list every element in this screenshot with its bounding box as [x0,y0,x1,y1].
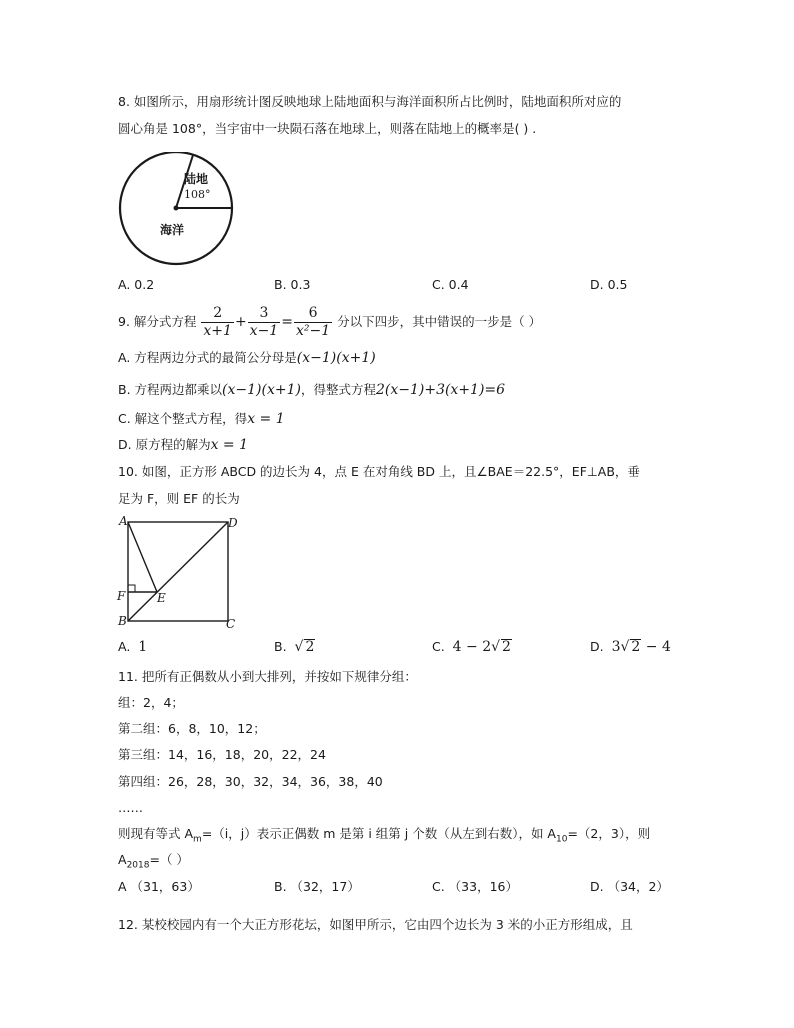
q11-question: $A_{2018}=$（ ） [118,852,189,871]
q11-group-1: 组：2，4； [118,695,184,710]
label-e: E [157,591,166,605]
q9-option-b: B. 方程两边都乘以(x−1)(x+1)，得整式方程2(x−1)+3(x+1)=6 [118,382,506,398]
q9-fraction-3: $\frac{6}{\text{x²−1}}$ [295,305,331,339]
q11-option-a: A （31，63） [118,879,200,894]
q10-option-d: D. 3√ 2 − 4 [590,639,671,655]
pie-land-label: 陆地 [184,172,209,186]
q8-option-d: D. 0.5 [590,277,628,292]
q8-option-c: C. 0.4 [432,277,469,292]
q10-option-a: A. 1 [118,639,148,655]
q9-fraction-1: $\frac{2}{x+1}$ [203,305,232,339]
q11-description: 则现有等式 $A_m=(i$，j）表示正偶数 m 是第 i 组第 j 个数（从左到右数），如 $A_{10}=(2$，3），则 [118,826,651,845]
q9-tail: 分以下四步，其中错误的一步是（ ） [337,314,542,329]
q8-option-a: A. 0.2 [118,277,155,292]
q10-option-b: B. √ 2 [274,639,315,655]
q10-stem-line1: 10. 如图，正方形 ABCD 的边长为 4，点 E 在对角线 BD 上，且∠BAE＝22.5°，EF⊥AB，垂 [118,464,640,479]
q9-option-d: D. 原方程的解为x = 1 [118,437,249,453]
q10-stem-line2: 足为 F，则 EF 的长为 [118,491,240,506]
q9-option-c: C. 解这个整式方程，得x = 1 [118,411,285,427]
q8-option-b: B. 0.3 [274,277,311,292]
q11-option-d: D. （34，2） [590,879,669,894]
q9-option-a: A. 方程两边分式的最简公分母是(x−1)(x+1) [118,350,376,366]
label-c: C [226,617,236,631]
pie-land-angle: 108° [184,188,211,201]
q11-option-b: B. （32，17） [274,879,360,894]
q11-ellipsis: …… [118,800,143,815]
q11-option-c: C. （33，16） [432,879,518,894]
pie-chart-figure [116,152,240,272]
q9-fraction-2: $\frac{3}{x-1}$ [249,305,279,339]
label-d: D [228,516,238,530]
q11-group-3: 第三组：14，16，18，20，22，24 [118,747,326,762]
q11-group-4: 第四组：26，28，30，32，34，36，38，40 [118,774,383,789]
q8-stem-line1: 8. 如图所示，用扇形统计图反映地球上陆地面积与海洋面积所占比例时，陆地面积所对应的 [118,94,622,109]
pie-ocean-label: 海洋 [160,223,185,237]
q11-group-2: 第二组：6，8，10，12； [118,721,266,736]
q9-stem: 9. 解分式方程 $\frac{2}{x+1}$ + $\frac{3}{x-1}$ = $\frac{6}{\text{x²−1}}$ 分以下四步，其中错误的一步是（ ） [118,305,542,339]
label-a: A [119,514,128,528]
label-b: B [118,614,127,628]
q10-option-c: C. 4 − 2√ 2 [432,639,511,655]
square-figure [113,512,243,632]
q11-stem: 11. 把所有正偶数从小到大排列，并按如下规律分组： [118,669,417,684]
q8-stem-line2: 圆心角是 108°，当宇宙中一块陨石落在地球上，则落在陆地上的概率是( ) . [118,121,537,136]
label-f: F [117,589,126,603]
q9-intro: 9. 解分式方程 [118,314,197,329]
q12-stem-line1: 12. 某校校园内有一个大正方形花坛，如图甲所示，它由四个边长为 3 米的小正方形组成，且 [118,917,633,932]
